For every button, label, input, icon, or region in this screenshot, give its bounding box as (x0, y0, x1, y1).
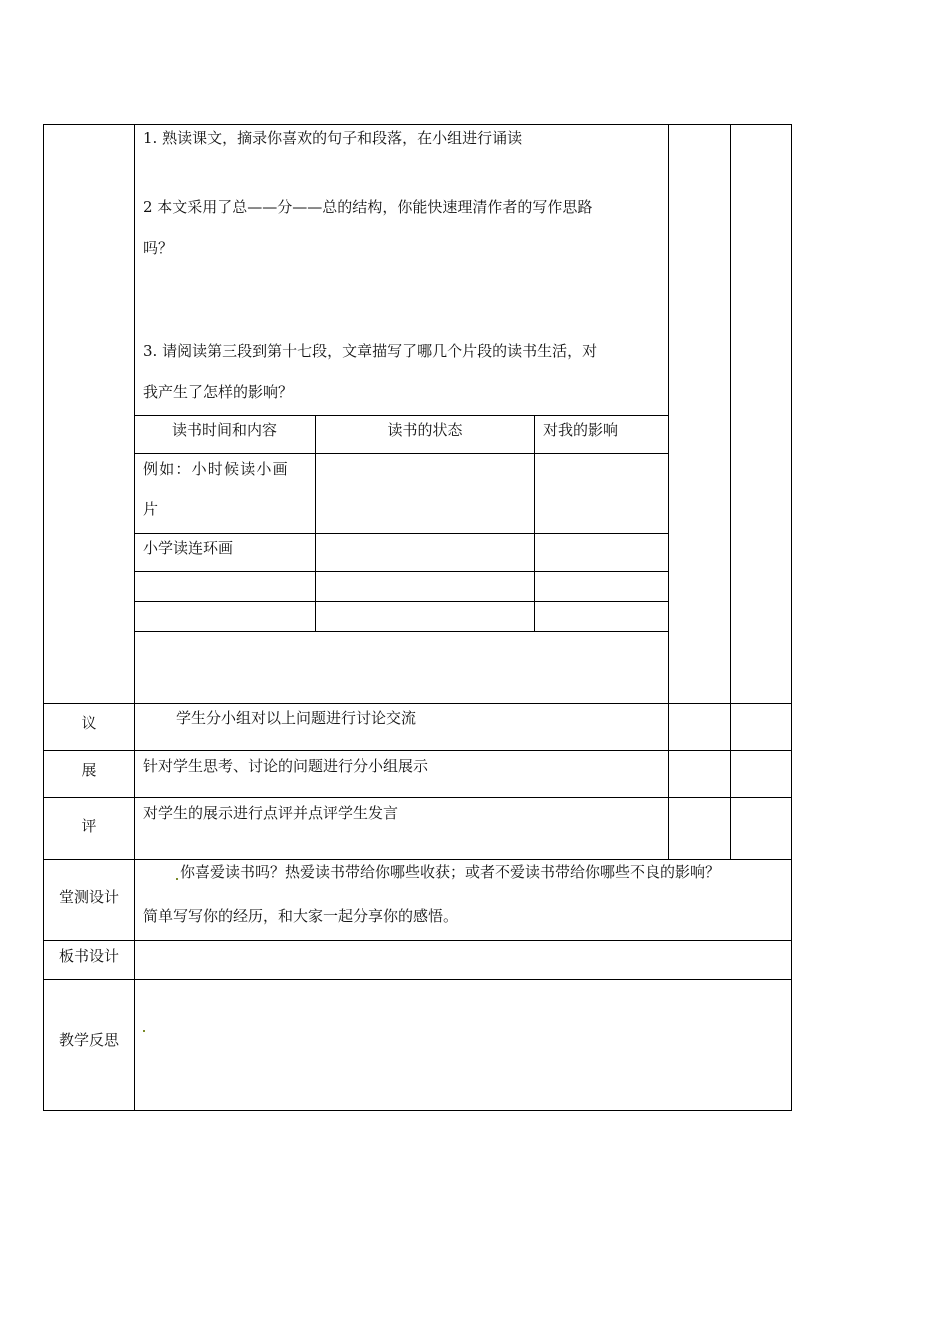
label-comment: 评 (81, 817, 97, 835)
comment-text: 对学生的展示进行点评并点评学生发言 (143, 804, 399, 822)
table-header-influence: 对我的影响 (543, 421, 619, 439)
discuss-text: 学生分小组对以上问题进行讨论交流 (176, 709, 417, 727)
label-discuss: 议 (81, 714, 97, 732)
label-board-design: 板书设计 (58, 947, 119, 965)
test-text-line-2: 简单写写你的经历，和大家一起分享你的感悟。 (143, 907, 459, 925)
show-text: 针对学生思考、讨论的问题进行分小组展示 (143, 757, 429, 775)
question-3-line-1: 3. 请阅读第三段到第十七段，文章描写了哪几个片段的读书生活，对 (143, 342, 598, 360)
question-2-line-2: 吗？ (143, 239, 174, 257)
label-reflection: 教学反思 (58, 1031, 119, 1049)
question-2-line-1: 2 本文采用了总——分——总的结构，你能快速理清作者的写作思路 (143, 198, 593, 216)
table-cell-row1-line2: 片 (143, 500, 159, 518)
label-show: 展 (81, 761, 97, 779)
table-header-time: 读书时间和内容 (171, 421, 277, 439)
table-cell-row1-line1: 例如：小时候读小画 (143, 460, 289, 478)
stray-dot-mark (176, 878, 178, 880)
table-header-state: 读书的状态 (387, 421, 463, 439)
test-text-line-1: 你喜爱读书吗？热爱读书带给你哪些收获；或者不爱读书带给你哪些不良的影响？ (180, 863, 721, 881)
table-cell-row2: 小学读连环画 (143, 539, 234, 557)
stray-dot-mark-reflection (143, 1030, 145, 1032)
question-1: 1. 熟读课文，摘录你喜欢的句子和段落，在小组进行诵读 (143, 129, 523, 147)
label-test-design: 堂测设计 (58, 888, 119, 906)
question-3-line-2: 我产生了怎样的影响？ (143, 383, 294, 401)
